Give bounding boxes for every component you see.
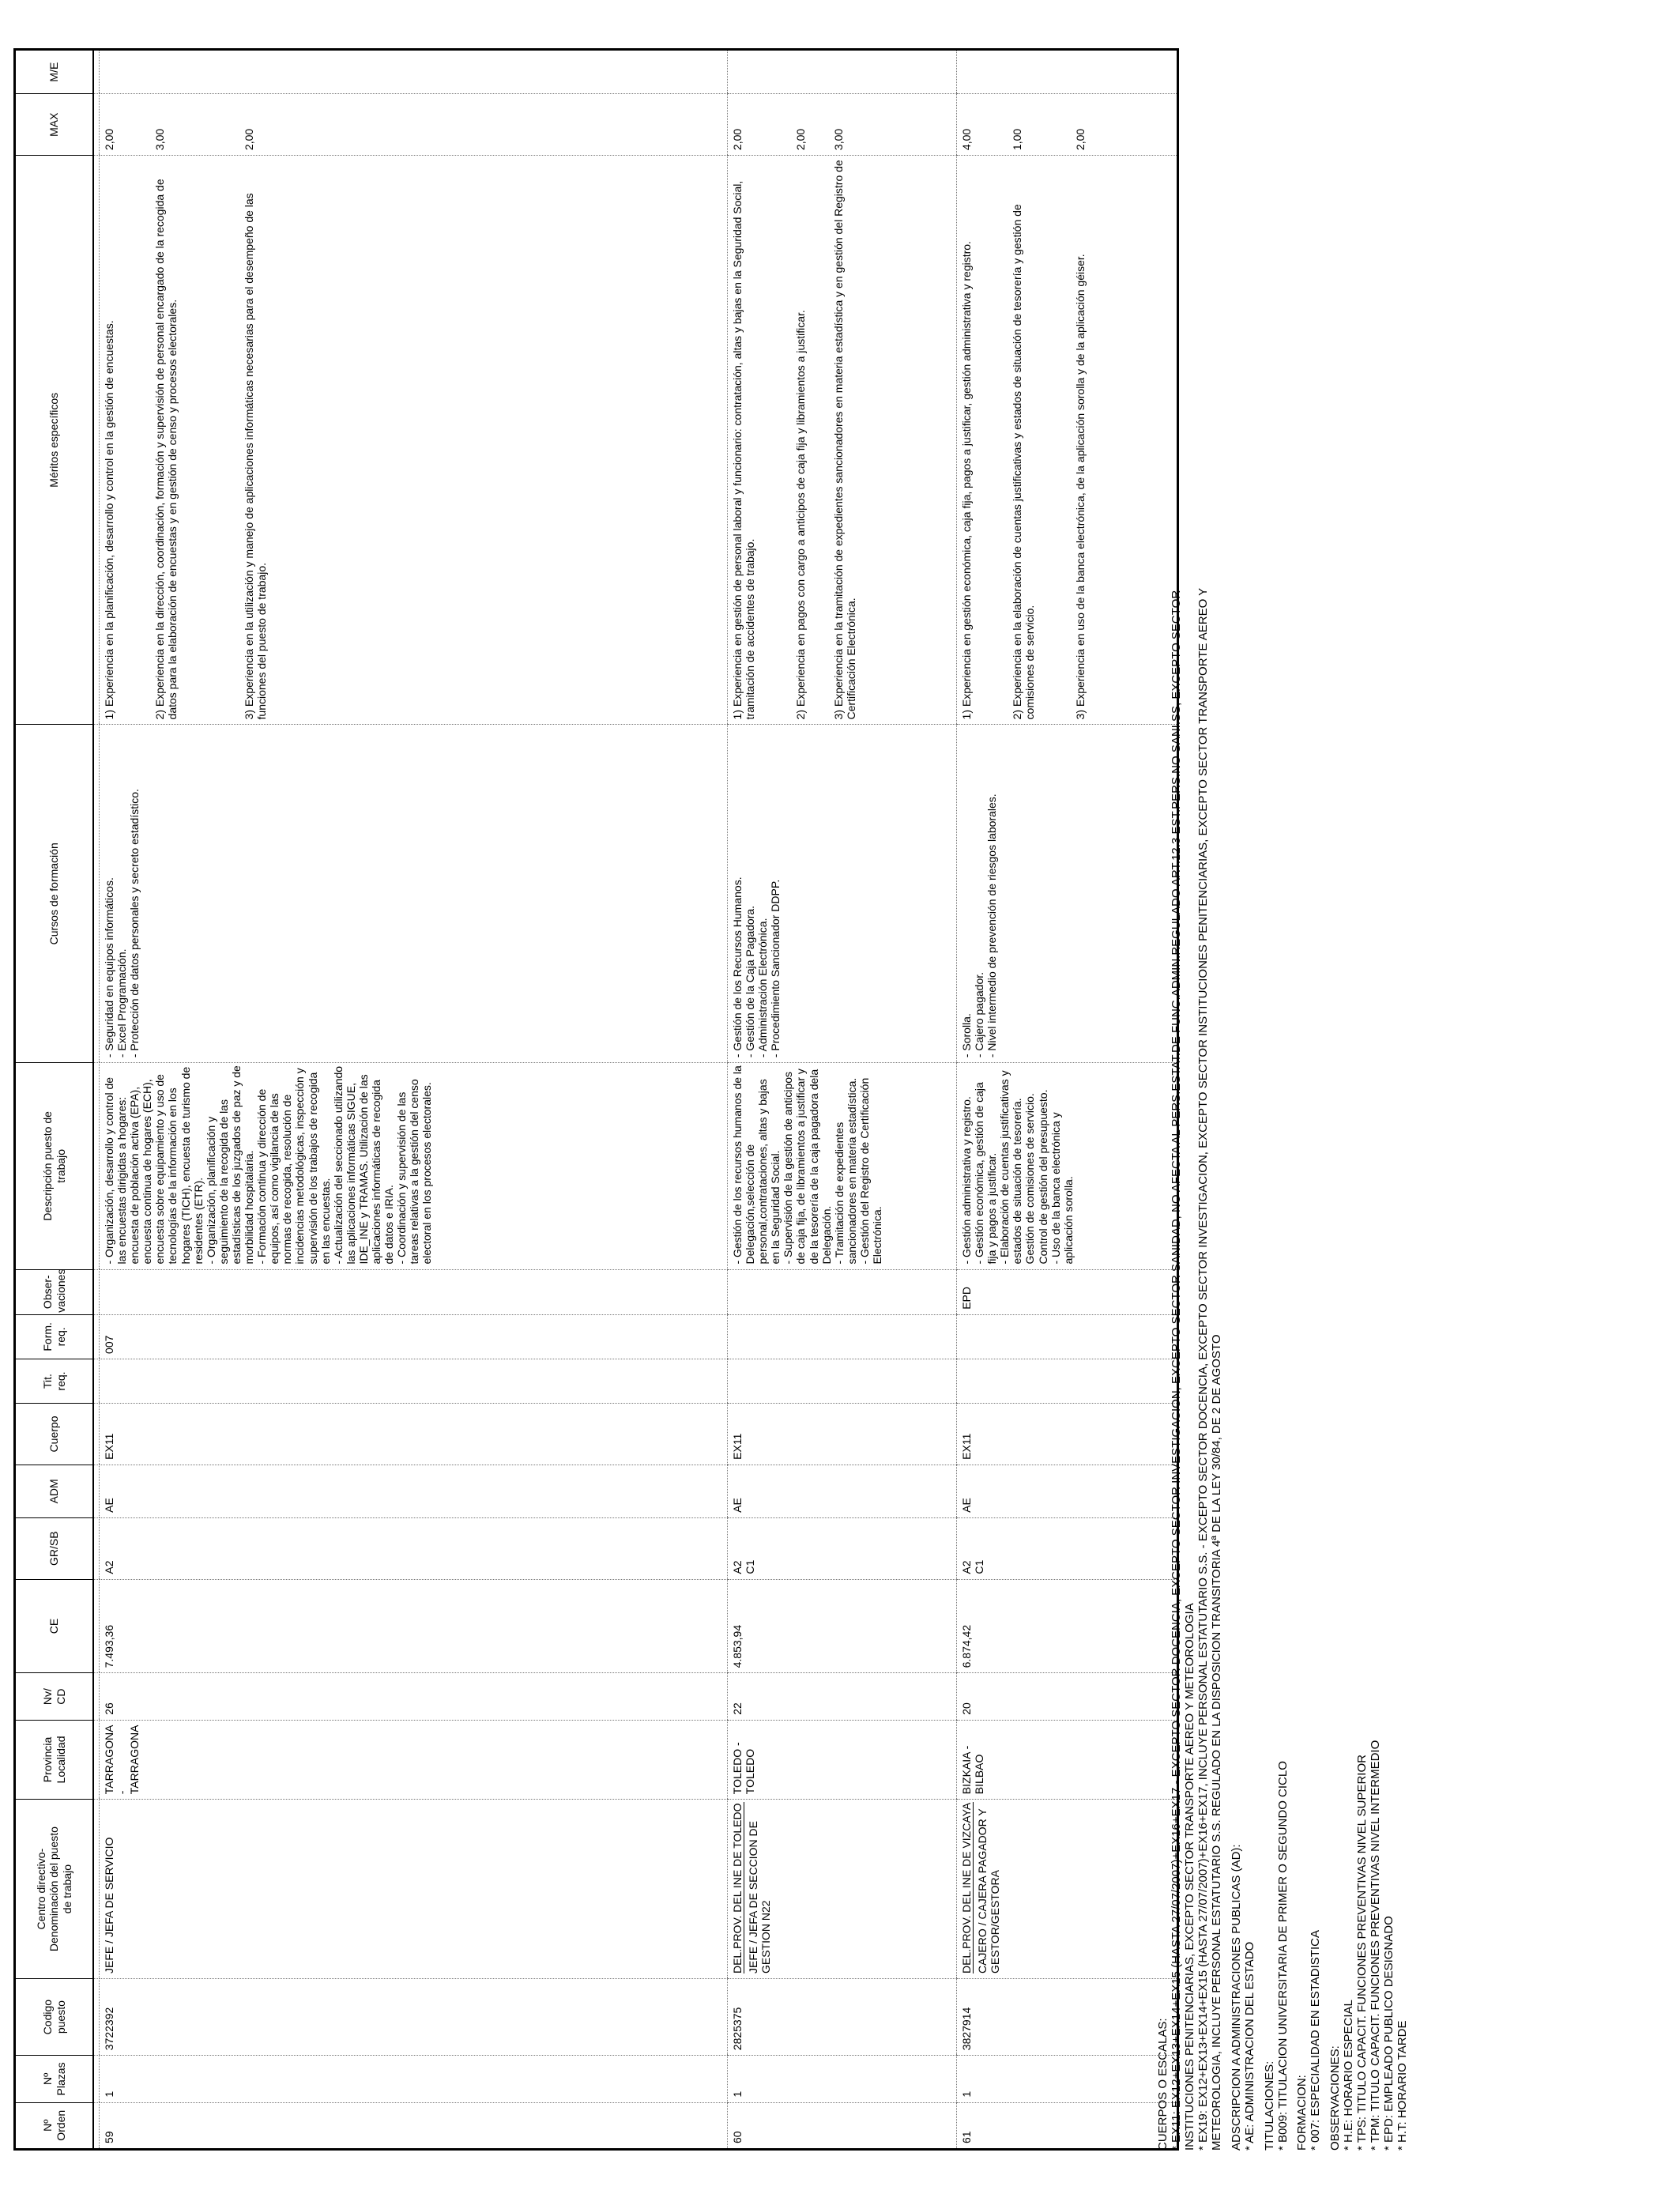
cell-adm: AE (728, 1465, 957, 1517)
cell-cursos: - Gestión de los Recursos Humanos. - Gestión de la Caja Pagadora. - Administración Electrónica. - Procedimiento Sancionador DDPP. (728, 725, 957, 1063)
cell-me (100, 50, 728, 94)
max-1: 4,00 (960, 128, 973, 151)
max-1: 2,00 (103, 128, 115, 151)
cell-plazas: 1 (100, 2056, 728, 2102)
header-codigo: Codigo puesto (15, 1979, 94, 2056)
merito-2: 2) Experiencia en pagos con cargo a anticipos de caja fija y libramientos a justificar. (794, 310, 807, 720)
cell-descripcion: - Gestión administrativa y registro. - Gestión económica, gestión de caja fija y pagos a justificar. - Elaboración de cuentas justificativas y estados de situación de tesorería. Gestión de comisiones de servicio. Control de gestión del presupuesto. - Uso de la banca electrónica y aplicación sorolla. (957, 1063, 1178, 1269)
table-row (100, 50, 728, 2150)
cell-max (957, 94, 1178, 156)
cell-me (957, 50, 1178, 94)
cell-adm: AE (957, 1465, 1178, 1517)
cell-tit (728, 1359, 957, 1403)
cell-meritos (100, 156, 728, 725)
legend-line: * 007: ESPECIALIDAD EN ESTADISTICA (1309, 1930, 1323, 2151)
cell-observaciones (728, 1269, 957, 1314)
cell-centro (728, 1800, 957, 1979)
header-descripcion: Descripción puesto de trabajo (15, 1063, 94, 1269)
merito-2: 2) Experiencia en la dirección, coordinación, formación y supervisión de personal encargado de la recogida de datos para la elaboración de encuestas y en gestión de censo y procesos electorales. (153, 179, 179, 720)
job-positions-table (13, 48, 1179, 2151)
legend-cuerpos (1157, 48, 1224, 2151)
max-2: 2,00 (794, 128, 807, 151)
cell-descripcion: - Gestión de los recursos humanos de la Delegación,selección de personal,contrataciones, altas y bajas en la Seguridad Social. - Supervisión de la gestión de anticipos de caja fija, de libramientos a justificar y de la tesorería de la caja pagadora dela Delegación. - Tramitación de expedientes sancionadores en materia estadística. - Gestión del Registro de Certificación Electrónica. (728, 1063, 957, 1269)
legend-line: * TPS: TITULO CAPACIT. FUNCIONES PREVENTIVAS NIVEL SUPERIOR (1355, 1755, 1369, 2151)
cell-cuerpo: EX11 (100, 1404, 728, 1465)
cell-adm: AE (100, 1465, 728, 1517)
cell-grsb: A2 (100, 1517, 728, 1579)
header-tit: Tit. req. (15, 1359, 94, 1403)
legend-line: * TPM: TITULO CAPACIT. FUNCIONES PREVENTIVAS NIVEL INTERMEDIO (1369, 1740, 1383, 2151)
cell-ce: 7.493,36 (100, 1579, 728, 1673)
legend-formacion (1296, 48, 1323, 2151)
cell-nivel: 20 (957, 1673, 1178, 1720)
legend-line: * H.E: HORARIO ESPECIAL (1342, 2000, 1356, 2151)
legend-line: * H.T: HORARIO TARDE (1396, 2020, 1409, 2151)
header-nivel: Nv/ CD (15, 1673, 94, 1720)
cell-codigo: 3827914 (957, 1979, 1178, 2056)
header-centro: Centro directivo- Denominación del puesto de trabajo (15, 1800, 94, 1979)
legend-line: INSTITUCIONES PENITENCIARIAS, EXCEPTO SECTOR TRANSPORTE AEREO Y METEOROLOGIA (1182, 1603, 1196, 2151)
merito-1: 1) Experiencia en la planificación, desarrollo y control en la gestión de encuestas. (103, 320, 115, 720)
cell-ce: 6.874,42 (957, 1579, 1178, 1673)
legend-title: CUERPOS O ESCALAS: (1156, 2018, 1170, 2151)
merito-3: 3) Experiencia en la tramitación de expedientes sancionadores en materia estadística y en gestión del Registro de Certificación Electrónica. (832, 160, 858, 720)
legend-title: TITULACIONES: (1262, 2060, 1276, 2151)
header-provincia: Provincia Localidad (15, 1720, 94, 1799)
merito-1: 1) Experiencia en gestión de personal laboral y funcionario: contratación, altas y bajas en la Seguridad Social, tramitación de accidentes de trabajo. (731, 180, 757, 720)
merito-3: 3) Experiencia en la utilización y manejo de aplicaciones informáticas necesarias para el desempeño de las funciones del puesto de trabajo. (243, 193, 269, 720)
cell-descripcion: - Organización, desarrollo y control de las encuestas dirigidas a hogares: encuesta de población activa (EPA), encuesta continua de hogares (ECH), encuesta sobre equipamiento y uso de tecnologías de la información en los hogares (TICH), encuesta de turismo de residentes (ETR). - Organización, planificación y seguimiento de la recogida de las estadísticas de los juzgados de paz y de morbilidad hospitalaria. - Formación continua y dirección de equipos, así como vigilancia de las normas de recogida, resolución de incidencias metodológicas, inspección y supervisión de los trabajos de recogida en las encuestas. - Actualización del seccionado utilizando las aplicaciones informáticas SIGUE, IDE_INE y TRAMAS. Utilización de las aplicaciones informáticas de recogida de datos e IRIA. - Coordinación y supervisión de las tareas relativas a la gestión del censo electoral en los procesos electorales. (100, 1063, 728, 1269)
legend-adscripcion (1230, 48, 1257, 2151)
merito-1: 1) Experiencia en gestión económica, caja fija, pagos a justificar, gestión administrativa y registro. (960, 241, 973, 720)
cell-nivel: 26 (100, 1673, 728, 1720)
denominacion: JEFE / JEFA DE SERVICIO (103, 1837, 115, 1974)
centro-directivo: DEL.PROV. DEL INE DE VIZCAYA (960, 1802, 973, 1974)
cell-nivel: 22 (728, 1673, 957, 1720)
header-meritos: Méritos específicos (15, 156, 94, 725)
header-me: M/E (15, 50, 94, 94)
max-1: 2,00 (731, 128, 744, 151)
cell-meritos (728, 156, 957, 725)
cell-observaciones (100, 1269, 728, 1314)
table-row (957, 50, 1178, 2150)
denominacion: CAJERO / CAJERA PAGADOR Y GESTOR/GESTORA (976, 1808, 1002, 1974)
header-cursos: Cursos de formación (15, 725, 94, 1063)
header-adm: ADM (15, 1465, 94, 1517)
cell-max (100, 94, 728, 156)
table-header-row (15, 50, 94, 2150)
cell-meritos (957, 156, 1178, 725)
max-3: 2,00 (1074, 128, 1087, 151)
header-grsb: GR/SB (15, 1517, 94, 1579)
legend-line: * B009: TITULACION UNIVERSITARIA DE PRIMER O SEGUNDO CICLO (1275, 1761, 1290, 2151)
cell-plazas: 1 (728, 2056, 957, 2102)
max-2: 1,00 (1011, 128, 1023, 151)
legend-line: * EPD: EMPLEADO PUBLICO DESIGNADO (1382, 1916, 1396, 2151)
legend-line: * EX19: EX12+EX13+EX14+EX15 (HASTA 27/07/2007)+EX16+EX17, INCLUYE PERSONAL ESTATUTARIO S.S. - EXCEPTO SECTOR DOCENCIA, EXCEPTO SECTOR INVESTIGACION, EXCEPTO SECTOR INSTITUCIONES PENITENCIARIAS, EXCEPTO SECTOR TRANSPORTE AEREO Y (1196, 587, 1210, 2151)
header-ce: CE (15, 1579, 94, 1673)
cell-codigo: 2825375 (728, 1979, 957, 2056)
header-form: Form. req. (15, 1314, 94, 1359)
legend-title: OBSERVACIONES: (1328, 2045, 1343, 2151)
row-spacer (93, 50, 100, 2150)
cell-form (957, 1314, 1178, 1359)
cell-cursos: - Sorolla. - Cajero pagador. - Nivel intermedio de prevención de riesgos laborales. (957, 725, 1178, 1063)
header-orden: Nº Orden (15, 2102, 94, 2149)
cell-orden: 61 (957, 2102, 1178, 2149)
cell-me (728, 50, 957, 94)
legend-line: * AE: ADMINISTRACION DEL ESTADO (1242, 1941, 1256, 2151)
legend (1157, 48, 1416, 2151)
max-3: 2,00 (243, 128, 255, 151)
centro-directivo: DEL.PROV. DEL INE DE TOLEDO (731, 1803, 744, 1974)
header-cuerpo: Cuerpo (15, 1404, 94, 1465)
cell-codigo: 3722392 (100, 1979, 728, 2056)
cell-orden: 60 (728, 2102, 957, 2149)
cell-cursos: - Seguridad en equipos informáticos. - Excel Programación. - Protección de datos personales y secreto estadístico. (100, 725, 728, 1063)
legend-line: * EX11: EX12+EX13+EX14+EX15 (HASTA 27/07/2007)+EX16+EX17 - EXCEPTO SECTOR DOCENCIA, EXCEPTO SECTOR INVESTIGACION, EXCEPTO SECTOR SANIDAD, NO AFECTA AL PERS.ESTAT.DE FUNC.ADMIN.REGULADO ART.12.3 EST.PERS.NO SANI.SS, EXCEPTO SECTOR (1169, 590, 1183, 2151)
cell-orden: 59 (100, 2102, 728, 2149)
cell-cuerpo: EX11 (957, 1404, 1178, 1465)
cell-centro (957, 1800, 1178, 1979)
legend-observaciones (1329, 48, 1410, 2151)
table-row (728, 50, 957, 2150)
legend-titulaciones (1264, 48, 1290, 2151)
cell-cuerpo: EX11 (728, 1404, 957, 1465)
legend-title: ADSCRIPCION A ADMINISTRACIONES PUBLICAS (AD): (1229, 1844, 1243, 2151)
legend-title: FORMACION: (1295, 2075, 1309, 2151)
cell-provincia: TOLEDO - TOLEDO (728, 1720, 957, 1799)
merito-2: 2) Experiencia en la elaboración de cuentas justificativas y estados de situación de tesorería y gestión de comisiones de servicio. (1011, 204, 1037, 720)
cell-form: 007 (100, 1314, 728, 1359)
header-max: MAX (15, 94, 94, 156)
header-observaciones: Obser- vaciones (15, 1269, 94, 1314)
legend-line: METEOROLOGIA, INCLUYE PERSONAL ESTATUTARIO S.S. REGULADO EN LA DISPOSICION TRANSITORIA 4ª DE LA LEY 30/84, DE 2 DE AGOSTO (1209, 1334, 1223, 2151)
cell-provincia: BIZKAIA - BILBAO (957, 1720, 1178, 1799)
cell-tit (100, 1359, 728, 1403)
cell-grsb: A2 C1 (957, 1517, 1178, 1579)
cell-plazas: 1 (957, 2056, 1178, 2102)
cell-tit (957, 1359, 1178, 1403)
merito-3: 3) Experiencia en uso de la banca electrónica, de la aplicación sorolla y de la aplicación géiser. (1074, 254, 1087, 720)
header-plazas: Nº Plazas (15, 2056, 94, 2102)
cell-max (728, 94, 957, 156)
cell-form (728, 1314, 957, 1359)
cell-provincia: TARRAGONA - TARRAGONA (100, 1720, 728, 1799)
cell-grsb: A2 C1 (728, 1517, 957, 1579)
max-2: 3,00 (153, 128, 166, 151)
max-3: 3,00 (832, 128, 845, 151)
cell-centro (100, 1800, 728, 1979)
denominacion: JEFE / JEFA DE SECCION DE GESTION N22 (747, 1821, 773, 1974)
cell-observaciones: EPD (957, 1269, 1178, 1314)
cell-ce: 4.853,94 (728, 1579, 957, 1673)
